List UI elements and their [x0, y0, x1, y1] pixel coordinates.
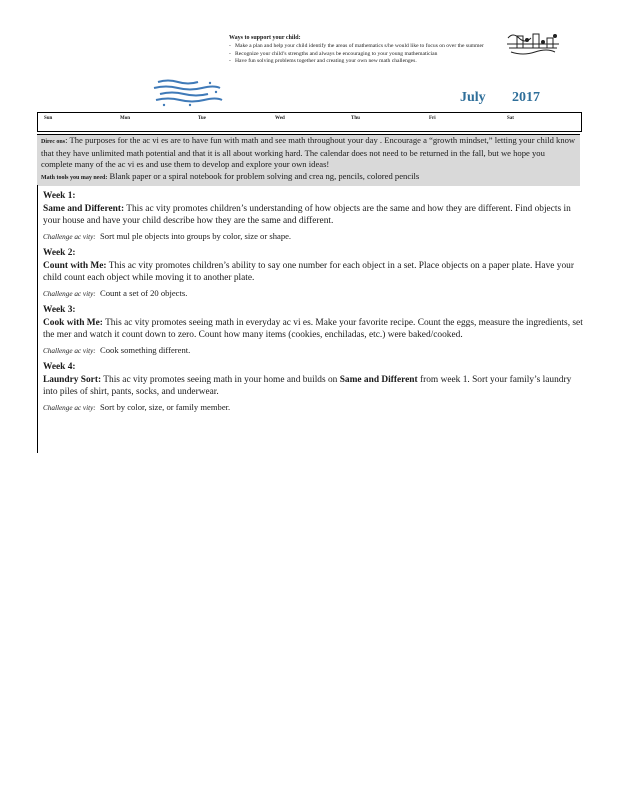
challenge-label: Challenge ac vity: — [43, 233, 96, 241]
clipart-graphic — [503, 30, 563, 60]
ways-list — [229, 43, 499, 66]
week-heading: Week 3: — [43, 305, 76, 315]
week-heading: Week 2: — [43, 248, 76, 258]
activity-title: Same and Different: — [43, 204, 125, 214]
activity-text: This ac vity promotes children’s understanding of how objects are the same and how they are different. Find objects in your house and have your child describe how they are the same and different. — [43, 204, 571, 226]
week-heading: Week 1: — [43, 191, 76, 201]
ways-item: - Recognize your child’s strengths and always be encouraging to your young mathematician — [229, 50, 438, 57]
tools-paragraph — [41, 171, 576, 184]
water-wave-graphic — [150, 78, 226, 108]
tools-label: Math tools you may need: — [41, 174, 108, 181]
activity-text: This ac vity promotes seeing math in everyday ac vi es. Make your favorite recipe. Count the eggs, measure the ingredients, set the mer and watch it count down to zero. Count how many items (cookies, enchiladas, etc.) were baked/cooked. — [43, 318, 583, 340]
week-3-block — [43, 304, 583, 357]
challenge-label: Challenge ac vity: — [43, 290, 96, 298]
left-border-line — [37, 185, 38, 453]
ways-item: - Make a plan and help your child identify the areas of mathematics s/he would like to focus on over the summer — [229, 42, 484, 49]
weekday-wed: Wed — [275, 116, 285, 121]
challenge-line — [43, 287, 583, 300]
weekday-fri: Fri — [429, 116, 436, 121]
activity-description — [43, 203, 583, 227]
activity-title: Cook with Me: — [43, 318, 103, 328]
challenge-label: Challenge ac vity: — [43, 404, 96, 412]
activity-text: This ac vity promotes children’s ability to say one number for each object in a set. Place objects on a paper plate. Have your child count each object while moving it to another plate. — [43, 261, 574, 283]
weekday-sat: Sat — [507, 116, 514, 121]
activity-text: This ac vity promotes seeing math in your home and builds on — [103, 375, 338, 385]
challenge-text: Sort by color, size, or family member. — [100, 402, 231, 412]
weekly-activities — [43, 188, 583, 418]
week-4-block — [43, 361, 583, 414]
challenge-text: Count a set of 20 objects. — [100, 288, 188, 298]
weekday-sun: Sun — [44, 116, 53, 121]
activity-text-continued: from week 1. Sort your family’s laundry into piles of shirt, pants, socks, and underwear. — [43, 375, 572, 397]
directions-text: : The purposes for the ac vi es are to have fun with math and see math throughout your day . Encourage a “growth mindset,” letting your child know that they have unlimited math potential and that it is all about working hard. The calendar does not need to be returned in the fall, but we hope you complete many of the ac vi es and use them to develop and explore your own ideas! — [41, 135, 576, 170]
week-2-block — [43, 247, 583, 300]
ways-heading: Ways to support your child: — [229, 35, 301, 41]
activity-title: Laundry Sort: — [43, 375, 102, 385]
challenge-line — [43, 344, 583, 357]
weekday-header-row — [37, 112, 582, 132]
challenge-label: Challenge ac vity: — [43, 347, 96, 355]
challenge-line — [43, 230, 583, 243]
activity-description — [43, 374, 583, 398]
weekday-tue: Tue — [198, 116, 206, 121]
challenge-text: Cook something different. — [100, 345, 191, 355]
activity-description — [43, 260, 583, 284]
activity-description — [43, 317, 583, 341]
week-1-block — [43, 190, 583, 243]
directions-paragraph — [41, 135, 576, 171]
weekday-mon: Mon — [120, 116, 130, 121]
calendar-month: July — [460, 90, 486, 105]
tools-text: Blank paper or a spiral notebook for problem solving and crea ng, pencils, colored pencils — [109, 170, 420, 181]
weekday-thu: Thu — [351, 116, 360, 121]
calendar-year: 2017 — [512, 90, 540, 105]
challenge-line — [43, 401, 583, 414]
ways-item: - Have fun solving problems together and creating your own new math challenges. — [229, 58, 417, 65]
week-heading: Week 4: — [43, 362, 76, 372]
activity-reference: Same and Different — [339, 375, 418, 385]
ways-to-support — [229, 35, 499, 66]
directions-box — [37, 134, 580, 186]
activity-title: Count with Me: — [43, 261, 107, 271]
directions-label: Direc ons — [41, 139, 66, 145]
challenge-text: Sort mul ple objects into groups by color, size or shape. — [100, 231, 292, 241]
